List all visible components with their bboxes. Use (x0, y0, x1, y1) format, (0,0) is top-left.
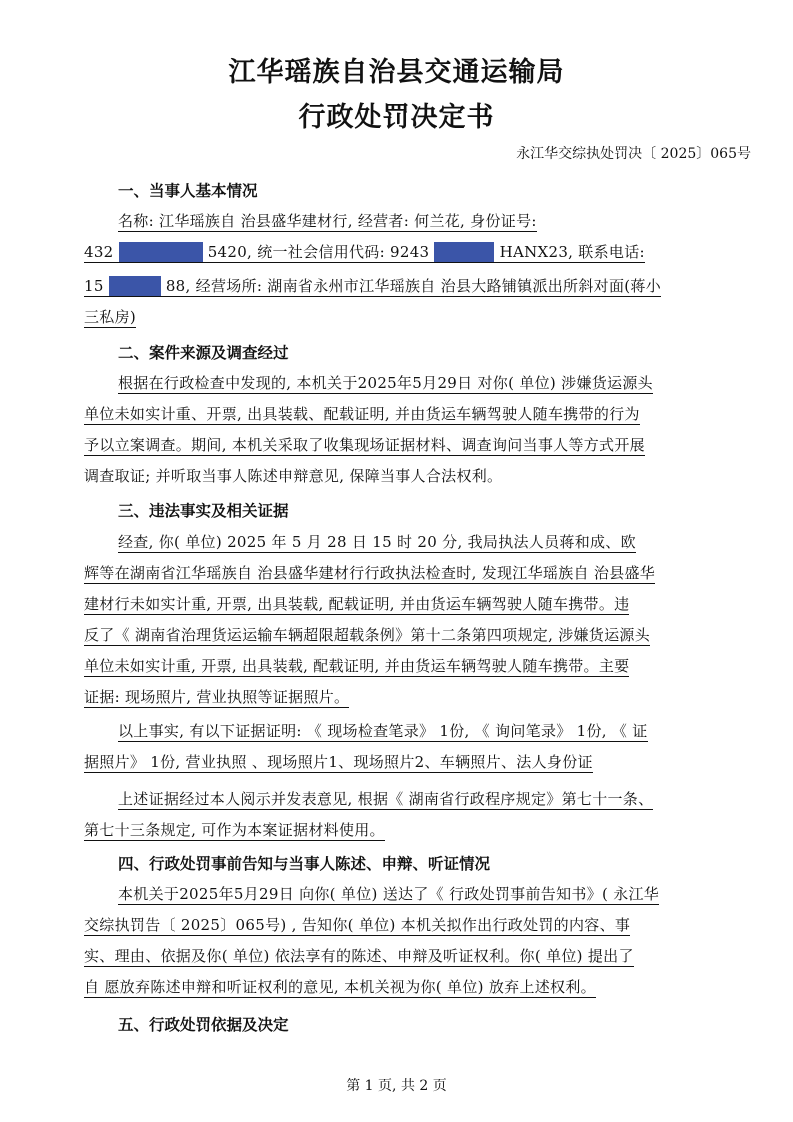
source-text: 单位未如实计重、开票, 出具装载、配载证明, 并由货运车辆驾驶人随车携带的行为 (84, 405, 640, 423)
redaction-block (119, 242, 203, 262)
evidence-text: 上述证据经过本人阅示并发表意见, 根据《 湖南省行政程序规定》第七十一条、 (118, 790, 654, 808)
paragraph-line (84, 976, 750, 1000)
phone-suffix-text: 88, 经营场所: 湖南省永州市江华瑶族自 治县大路铺镇派出所斜对面(蒋小 (165, 277, 662, 295)
notice-text: 交综执罚告〔 2025〕065号) , 告知你( 单位) 本机关拟作出行政处罚的内容、事 (84, 916, 631, 934)
facts-text: 单位未如实计重, 开票, 出具装载, 配载证明, 并由货运车辆驾驶人随车携带。主要 (84, 657, 630, 675)
paragraph-line (84, 434, 750, 458)
paragraph-line (84, 751, 750, 775)
document-title-agency: 江华瑶族自治县交通运输局 (228, 57, 565, 88)
facts-text: 证据: 现场照片, 营业执照等证据照片。 (84, 688, 350, 706)
section-heading-party: 一、当事人基本情况 (118, 182, 258, 200)
party-line (118, 210, 750, 234)
notice-text: 实、理由、依据及你( 单位) 依法享有的陈述、申辩及听证权利。你( 单位) 提出了 (84, 947, 634, 965)
address-cont-text: 三私房) (84, 308, 137, 326)
paragraph-line (84, 914, 750, 938)
notice-text: 自 愿放弃陈述申辩和听证权利的意见, 本机关视为你( 单位) 放弃上述权利。 (84, 978, 596, 996)
redaction-block (109, 276, 161, 296)
facts-text: 反了《 湖南省治理货运运输车辆超限超载条例》第十二条第四项规定, 涉嫌货运源头 (84, 626, 651, 644)
party-line (84, 306, 750, 330)
paragraph-line (84, 403, 750, 427)
party-name-text: 名称: 江华瑶族自 治县盛华建材行, 经营者: 何兰花, 身份证号: (118, 212, 537, 230)
paragraph-line (84, 624, 750, 648)
paragraph-line (118, 372, 750, 396)
credit-suffix-text: HANX23, 联系电话: (499, 243, 645, 261)
party-line (84, 241, 750, 265)
paragraph-line (84, 819, 750, 843)
party-line (84, 275, 750, 299)
paragraph-line (84, 593, 750, 617)
facts-text: 经查, 你( 单位) 2025 年 5 月 28 日 15 时 20 分, 我局执法人员蒋和成、欧 (118, 533, 636, 551)
evidence-text: 以上事实, 有以下证据证明: 《 现场检查笔录》 1份, 《 询问笔录》 1份, 《 证 (118, 722, 648, 740)
document-title-type: 行政处罚决定书 (298, 102, 495, 133)
id-suffix-text: 5420, 统一社会信用代码: 9243 (207, 243, 430, 261)
notice-text: 本机关于2025年5月29日 向你( 单位) 送达了《 行政处罚事前告知书》( 永江华 (118, 885, 660, 903)
paragraph-line (84, 465, 750, 489)
section-heading-notice: 四、行政处罚事前告知与当事人陈述、申辩、听证情况 (118, 855, 491, 873)
paragraph-line (118, 720, 750, 744)
paragraph-line (118, 531, 750, 555)
id-prefix-text: 432 (84, 243, 114, 261)
section-heading-facts: 三、违法事实及相关证据 (118, 502, 289, 520)
section-heading-source: 二、案件来源及调查经过 (118, 344, 289, 362)
evidence-text: 第七十三条规定, 可作为本案证据材料使用。 (84, 821, 385, 839)
document-number: 永江华交综执处罚决〔 2025〕065号 (516, 146, 751, 162)
evidence-text: 据照片》 1份, 营业执照 、现场照片1、现场照片2、车辆照片、法人身份证 (84, 753, 593, 771)
paragraph-line (84, 562, 750, 586)
facts-text: 建材行未如实计重, 开票, 出具装载, 配载证明, 并由货运车辆驾驶人随车携带。违 (84, 595, 630, 613)
phone-prefix-text: 15 (84, 277, 104, 295)
section-heading-decision: 五、行政处罚依据及决定 (118, 1016, 289, 1034)
paragraph-line (84, 655, 750, 679)
paragraph-line (118, 883, 750, 907)
paragraph-line (84, 945, 750, 969)
source-text: 根据在行政检查中发现的, 本机关于2025年5月29日 对你( 单位) 涉嫌货运源头 (118, 374, 653, 392)
source-text: 调查取证; 并听取当事人陈述申辩意见, 保障当事人合法权利。 (84, 467, 503, 485)
paragraph-line (118, 788, 750, 812)
paragraph-line (84, 686, 750, 710)
redaction-block (434, 242, 494, 262)
source-text: 予以立案调查。期间, 本机关采取了收集现场证据材料、调查询问当事人等方式开展 (84, 436, 645, 454)
page-number: 第 1 页, 共 2 页 (346, 1078, 447, 1094)
facts-text: 辉等在湖南省江华瑶族自 治县盛华建材行行政执法检查时, 发现江华瑶族自 治县盛华 (84, 564, 656, 582)
